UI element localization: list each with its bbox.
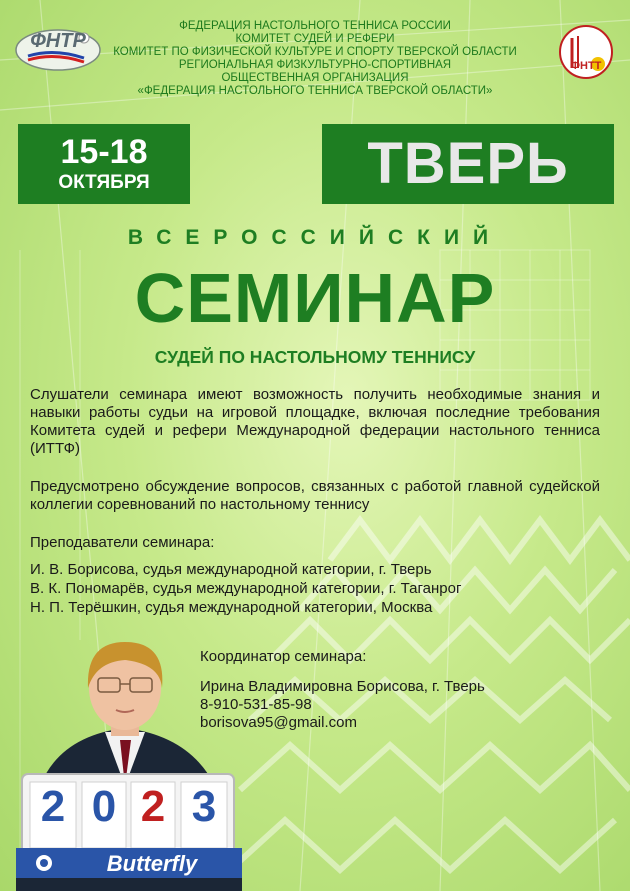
header-line: КОМИТЕТ СУДЕЙ И РЕФЕРИ [235,33,395,45]
fntt-logo-text: ФНТТ [570,60,602,72]
butterfly-brand: Butterfly [106,851,198,876]
description-paragraph: Слушатели семинара имеют возможность получить необходимые знания и навыки работы судьи на игровой площадке, включая последние требования Комитета судей и рефери Международной федерации настольного тенниса (ИТТФ) [30,386,600,457]
header-line: ОБЩЕСТВЕННАЯ ОРГАНИЗАЦИЯ [221,72,409,84]
title-pre: ВСЕРОССИЙСКИЙ [127,226,503,249]
scoreboard-digit: 3 [191,782,217,831]
organizers-header [95,20,535,98]
teacher-item: Н. П. Терёшкин, судья международной категории, Москва [30,599,433,616]
event-city: ТВЕРЬ [367,131,569,196]
teacher-item: И. В. Борисова, судья международной категории, г. Тверь [30,561,432,578]
event-month: ОКТЯБРЯ [58,172,150,193]
event-dates: 15-18 [60,133,148,171]
event-city-box [322,124,614,204]
title-sub: СУДЕЙ ПО НАСТОЛЬНОМУ ТЕННИСУ [154,347,476,367]
header-line: ФЕДЕРАЦИЯ НАСТОЛЬНОГО ТЕННИСА РОССИИ [179,20,451,32]
teacher-item: В. К. Пономарёв, судья международной категории, г. Таганрог [30,580,462,597]
coordinator-block [200,648,600,732]
description [30,386,600,617]
fntr-logo-icon [14,26,102,77]
coordinator-heading: Координатор семинара: [200,648,367,665]
coordinator-name: Ирина Владимировна Борисова, г. Тверь [200,678,485,695]
header-line: КОМИТЕТ ПО ФИЗИЧЕСКОЙ КУЛЬТУРЕ И СПОРТУ ТВЕРСКОЙ ОБЛАСТИ [113,46,517,58]
scoreboard-digit: 0 [91,782,117,831]
title-main: СЕМИНАР [134,259,496,337]
header-line: РЕГИОНАЛЬНАЯ ФИЗКУЛЬТУРНО-СПОРТИВНАЯ [178,59,452,71]
coordinator-phone: 8-910-531-85-98 [200,696,312,713]
fntr-logo-text: ФНТР [30,30,86,52]
header-line: «ФЕДЕРАЦИЯ НАСТОЛЬНОГО ТЕННИСА ТВЕРСКОЙ ОБЛАСТИ» [137,85,493,97]
event-date-box [18,124,190,204]
teachers-heading: Преподаватели семинара: [30,534,215,551]
coordinator-email[interactable]: borisova95@gmail.com [200,714,357,731]
fntt-logo-icon [558,18,614,89]
teachers-list [30,560,600,617]
scoreboard-digit: 2 [140,782,166,831]
description-paragraph: Предусмотрено обсуждение вопросов, связанных с работой главной судейской коллегии соревнований по настольному теннису [30,478,600,513]
scoreboard-digit: 2 [40,782,66,831]
